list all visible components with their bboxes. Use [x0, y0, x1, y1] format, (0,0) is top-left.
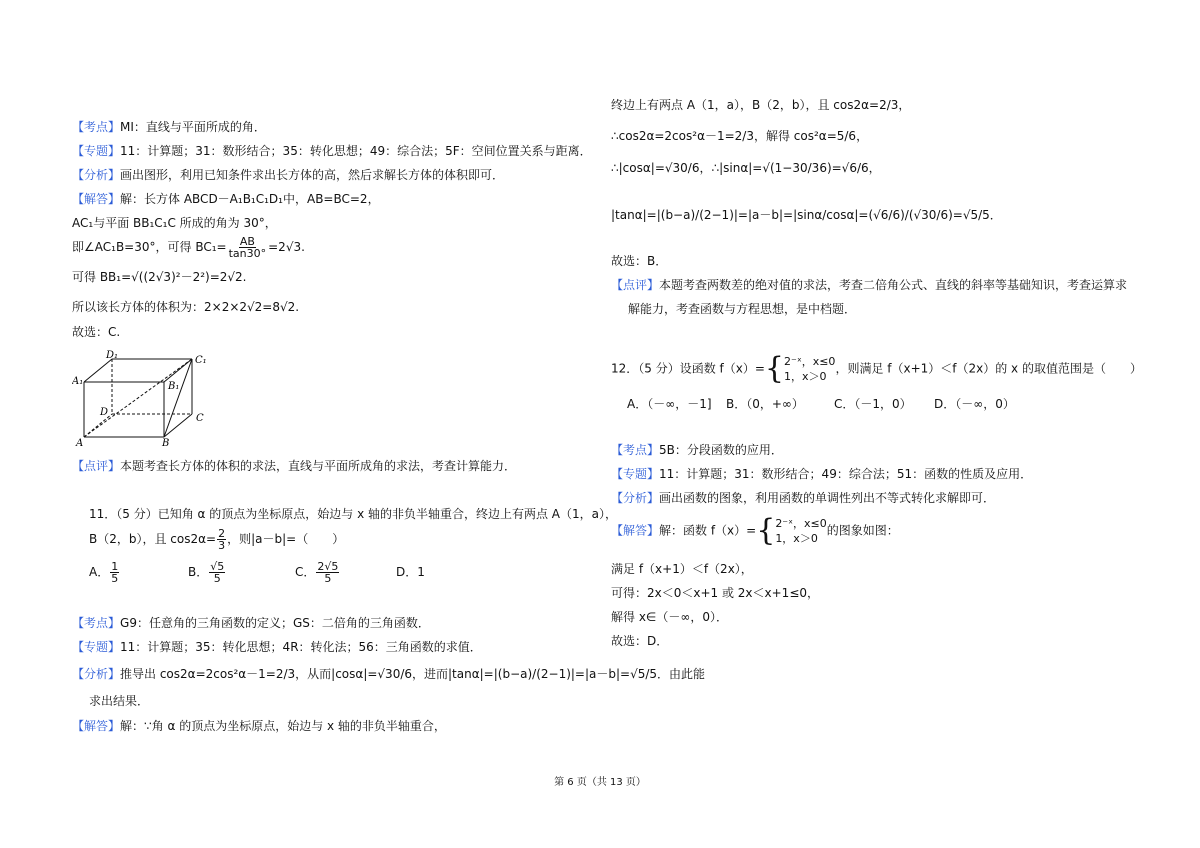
q12-fenxi: 【分析】画出函数的图象，利用函数的单调性列出不等式转化求解即可． — [611, 491, 996, 505]
q10-answer: 故选：C. — [72, 325, 121, 339]
q12-option-d: D．（－∞，0） — [934, 397, 1015, 411]
label-B1: B₁ — [168, 381, 180, 392]
q10-line4: 可得 BB₁=√((2√3)²－2²)=2√2. — [72, 270, 247, 284]
q12-kaodian: 【考点】5B：分段函数的应用． — [611, 443, 783, 457]
q11-option-b: B． $\frac{√5}{5}$ — [188, 560, 225, 585]
label-C: C — [196, 413, 204, 424]
label-D1: D₁ — [106, 350, 119, 361]
q11-jieda: 【解答】解：∵角 α 的顶点为坐标原点，始边与 x 轴的非负半轴重合， — [72, 719, 446, 733]
q10-line5: 所以该长方体的体积为：2×2×2√2=8√2. — [72, 300, 300, 314]
q11-option-d: D．1 — [396, 565, 425, 579]
fraction: $\frac{AB}{\tan 30^\circ}$ — [228, 235, 267, 260]
q11-dianping-line2: 解能力，考查函数与方程思想，是中档题． — [628, 302, 857, 316]
q11-zhuanti: 【专题】11：计算题；35：转化思想；4R：转化法；56：三角函数的求值． — [72, 640, 482, 654]
q12-zhuanti: 【专题】11：计算题；31：数形结合；49：综合法；51：函数的性质及应用． — [611, 467, 1033, 481]
q11-option-a: A． $\frac{1}{5}$ — [89, 560, 119, 585]
label-C1: C₁ — [195, 355, 207, 366]
q11-cont-line1: 终边上有两点 A（1，a），B（2，b），且 cos2α=2/3， — [611, 98, 911, 112]
q11-cont-line2: ∴cos2α=2cos²α－1=2/3，解得 cos²α=5/6， — [611, 129, 869, 143]
q12-option-c: C．（－1，0） — [834, 397, 912, 411]
label-A: A — [76, 438, 84, 447]
q12-line4: 解得 x∈（－∞，0）． — [611, 610, 729, 624]
q12-line3: 可得：2x＜0＜x+1 或 2x＜x+1≤0， — [611, 586, 820, 600]
q11-kaodian: 【考点】G9：任意角的三角函数的定义；GS：二倍角的三角函数． — [72, 616, 430, 630]
q12-line2: 满足 f（x+1）＜f（2x）， — [611, 562, 753, 576]
q11-option-c: C． $\frac{2√5}{5}$ — [295, 560, 339, 585]
q11-dianping: 【点评】本题考查两数差的绝对值的求法，考查二倍角公式、直线的斜率等基础知识，考查运算求 — [611, 278, 1128, 292]
q10-zhuanti: 【专题】11：计算题；31：数形结合；35：转化思想；49：综合法；5F：空间位置关系与距离． — [72, 144, 592, 158]
label-A1: A₁ — [72, 376, 84, 387]
cuboid-figure — [72, 349, 212, 447]
page-footer: 第 6 页（共 13 页） — [554, 777, 646, 788]
q11-cont-answer: 故选：B． — [611, 254, 668, 268]
q12-stem: 12．（5 分）设函数 f（x）={ 2⁻ˣ，x≤0 1，x＞0 ，则满足 f（x+1）＜f（2x）的 x 的取值范围是（ ） — [611, 351, 1142, 386]
q12-jieda: 【解答】解：函数 f（x）={ 2⁻ˣ，x≤0 1，x＞0 的图象如图： — [611, 513, 899, 548]
q11-cont-line4: |tanα|=|(b−a)/(2−1)|=|a－b|=|sinα/cosα|=(√6/6)/(√30/6)=√5/5． — [611, 208, 1002, 222]
q12-option-a: A．（－∞，－1] — [627, 397, 712, 411]
q11-stem-line2: B（2，b），且 cos2α= $\frac{2}{3}$ ，则|a－b|=（ ） — [89, 527, 345, 552]
q10-line2: AC₁与平面 BB₁C₁C 所成的角为 30°， — [72, 216, 277, 230]
q12-option-b: B．（0，+∞） — [726, 397, 804, 411]
q12-answer: 故选：D． — [611, 634, 669, 648]
q11-cont-line3: ∴|cosα|=√30/6，∴|sinα|=√(1−30/36)=√6/6， — [611, 161, 881, 175]
q10-dianping: 【点评】本题考查长方体的体积的求法，直线与平面所成角的求法，考查计算能力． — [72, 459, 517, 473]
q10-kaodian: 【考点】MI：直线与平面所成的角． — [72, 120, 266, 134]
q10-fenxi: 【分析】画出图形，利用已知条件求出长方体的高，然后求解长方体的体积即可． — [72, 168, 505, 182]
label-D: D — [100, 407, 109, 418]
q11-fenxi: 【分析】推导出 cos2α=2cos²α－1=2/3，从而|cosα|=√30/6，进而|tanα|=|(b−a)/(2−1)|=|a－b|=√5/5．由此能 — [72, 667, 706, 681]
q10-line3: 即∠AC₁B=30°，可得 BC₁= $\frac{AB}{\tan 30^\circ}$ =2√3. — [72, 235, 305, 260]
q10-jieda: 【解答】解：长方体 ABCD－A₁B₁C₁D₁中，AB=BC=2， — [72, 192, 380, 206]
q11-stem-line1: 11．（5 分）已知角 α 的顶点为坐标原点，始边与 x 轴的非负半轴重合，终边上有两点 A（1，a）， — [89, 507, 618, 521]
label-B: B — [162, 438, 170, 447]
q11-fenxi-line2: 求出结果． — [89, 694, 150, 708]
